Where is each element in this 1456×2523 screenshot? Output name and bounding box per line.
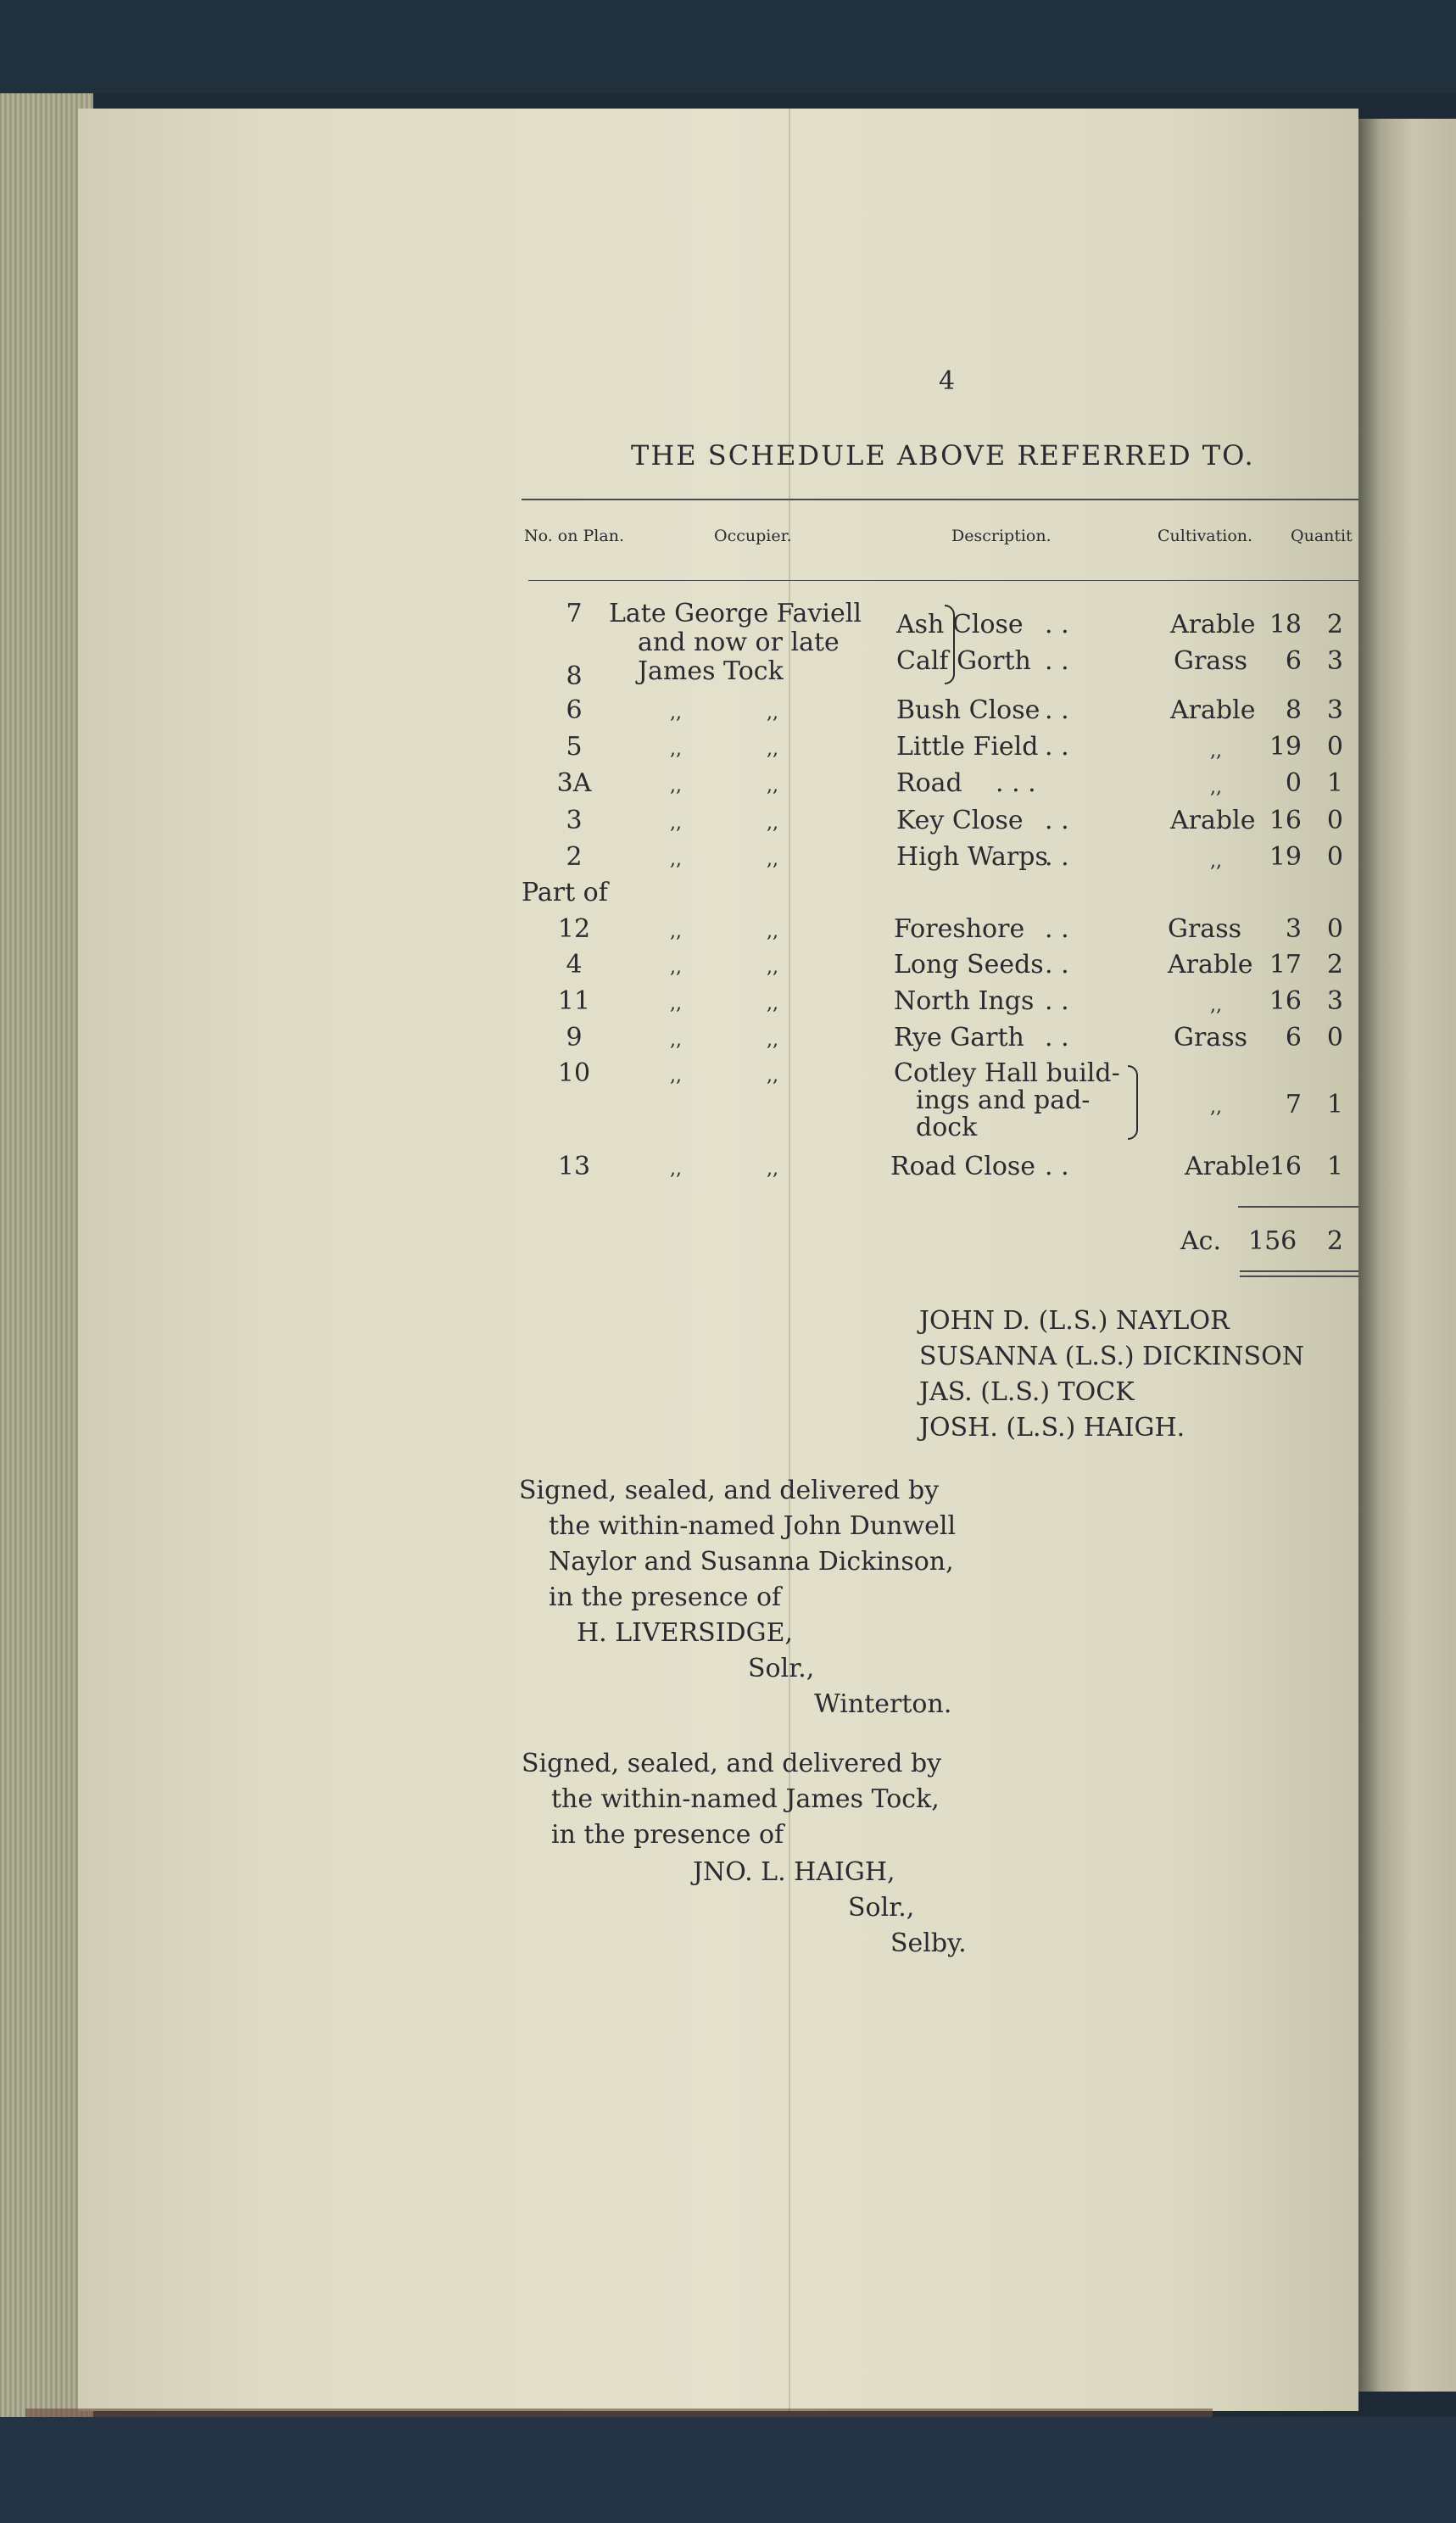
row-10-occupier-ditto: ,, (670, 1065, 682, 1086)
row-8-acres: 6 (1285, 646, 1302, 676)
document-page (78, 109, 1358, 2411)
book-binding-bottom (0, 2417, 1456, 2523)
row-12-roods: 0 (1326, 914, 1343, 944)
signature-tock: JAS. (L.S.) TOCK (919, 1377, 1135, 1407)
row-3-no: 3 (566, 806, 583, 835)
witness1-name: H. LIVERSIDGE, (577, 1618, 794, 1648)
row-4-roods: 2 (1326, 950, 1343, 980)
row-9-occupier-ditto-2: ,, (767, 1030, 778, 1051)
total-roods: 2 (1326, 1226, 1343, 1256)
row-3-roods: 0 (1326, 806, 1343, 835)
witness2-line-1: Signed, sealed, and delivered by (522, 1749, 942, 1778)
row-4-occupier-ditto-2: ,, (767, 957, 778, 978)
row-5-roods: 0 (1326, 732, 1343, 762)
row-10-description-line-2: ings and pad- (916, 1086, 1091, 1115)
row-3-occupier-ditto-2: ,, (767, 812, 778, 834)
row-10-description-line-1: Cotley Hall build- (894, 1058, 1120, 1088)
row-12-acres: 3 (1285, 914, 1302, 944)
row-7-no: 7 (566, 599, 583, 628)
row-9-occupier-ditto: ,, (670, 1030, 682, 1051)
row-7-cultivation: Arable (1170, 610, 1256, 639)
col-header-cultivation: Cultivation. (1158, 527, 1253, 545)
row-3a-cultivation: ,, (1210, 777, 1222, 798)
witness2-name: JNO. L. HAIGH, (693, 1857, 895, 1887)
row-5-no: 5 (566, 732, 583, 762)
row-3-occupier-ditto: ,, (670, 812, 682, 834)
total-bottom-rule-2 (1240, 1275, 1358, 1277)
col-header-occupier: Occupier. (714, 527, 792, 545)
col-header-description: Description. (951, 527, 1052, 545)
row-6-description: Bush Close (896, 695, 1040, 725)
row-6-dots: . . (1045, 695, 1069, 725)
page-number: 4 (939, 366, 956, 396)
witness2-title: Solr., (848, 1893, 915, 1923)
row-2-occupier-ditto-2: ,, (767, 849, 778, 870)
row-11-cultivation: ,, (1210, 995, 1222, 1016)
row-6-occupier-ditto-2: ,, (767, 702, 778, 723)
row-13-occupier-ditto: ,, (670, 1158, 682, 1180)
row-7-roods: 2 (1326, 610, 1343, 639)
row-7-dots: . . (1045, 610, 1069, 639)
witness2-line-2: the within-named James Tock, (551, 1784, 940, 1814)
header-bottom-rule (528, 580, 1358, 581)
row-9-cultivation: Grass (1174, 1023, 1247, 1052)
occupier-line-2: and now or late (638, 628, 840, 657)
row-9-description: Rye Garth (894, 1023, 1024, 1052)
row-12-occupier-ditto-2: ,, (767, 921, 778, 942)
row-4-no: 4 (566, 950, 583, 980)
row-3-description: Key Close (896, 806, 1024, 835)
row-5-acres: 19 (1269, 732, 1302, 762)
row-10-description-line-3: dock (916, 1113, 978, 1142)
row-6-no: 6 (566, 695, 583, 725)
row-11-roods: 3 (1326, 986, 1343, 1016)
row-3a-roods: 1 (1326, 768, 1343, 798)
row-4-occupier-ditto: ,, (670, 957, 682, 978)
row-7-acres: 18 (1269, 610, 1302, 639)
row-3a-occupier-ditto-2: ,, (767, 775, 778, 796)
row-10-occupier-ditto-2: ,, (767, 1065, 778, 1086)
row-13-occupier-ditto-2: ,, (767, 1158, 778, 1180)
row-9-acres: 6 (1285, 1023, 1302, 1052)
occupier-line-1: Late George Faviell (609, 599, 862, 628)
row-8-no: 8 (566, 661, 583, 691)
facing-page-edge (1348, 119, 1456, 2392)
row-9-dots: . . (1045, 1023, 1069, 1052)
row-8-roods: 3 (1326, 646, 1343, 676)
row-4-dots: . . (1045, 950, 1069, 980)
total-label: Ac. (1180, 1226, 1222, 1256)
row-3-dots: . . (1045, 806, 1069, 835)
row-12-description: Foreshore (894, 914, 1025, 944)
row-5-dots: . . (1045, 732, 1069, 762)
col-header-quantity: Quantit (1291, 527, 1353, 545)
total-bottom-rule-1 (1240, 1270, 1358, 1272)
row-2-no: 2 (566, 842, 583, 872)
total-top-rule (1238, 1206, 1358, 1208)
row-2-occupier-ditto: ,, (670, 849, 682, 870)
row-2-description: High Warps (896, 842, 1048, 872)
row-11-acres: 16 (1269, 986, 1302, 1016)
row-2-cultivation: ,, (1210, 851, 1222, 872)
row-10-brace (1128, 1065, 1138, 1140)
row-10-cultivation: ,, (1210, 1097, 1222, 1118)
row-11-dots: . . (1045, 986, 1069, 1016)
row-11-no: 11 (557, 986, 591, 1016)
row-6-roods: 3 (1326, 695, 1343, 725)
signature-haigh: JOSH. (L.S.) HAIGH. (919, 1413, 1185, 1443)
row-6-occupier-ditto: ,, (670, 702, 682, 723)
row-12-cultivation: Grass (1168, 914, 1241, 944)
row-9-roods: 0 (1326, 1023, 1343, 1052)
witness2-line-3: in the presence of (551, 1820, 784, 1850)
row-5-cultivation: ,, (1210, 740, 1222, 762)
row-8-cultivation: Grass (1174, 646, 1247, 676)
row-13-description: Road Close (890, 1152, 1036, 1181)
row-3-cultivation: Arable (1170, 806, 1256, 835)
row-6-cultivation: Arable (1170, 695, 1256, 725)
witness1-line-4: in the presence of (549, 1582, 782, 1612)
row-2-acres: 19 (1269, 842, 1302, 872)
row-13-roods: 1 (1326, 1152, 1343, 1181)
row-13-no: 13 (557, 1152, 591, 1181)
row-10-roods: 1 (1326, 1090, 1343, 1119)
row-4-description: Long Seeds (894, 950, 1044, 980)
row-12-dots: . . (1045, 914, 1069, 944)
row-2-roods: 0 (1326, 842, 1343, 872)
row-6-acres: 8 (1285, 695, 1302, 725)
header-top-rule (522, 499, 1358, 500)
row-4-acres: 17 (1269, 950, 1302, 980)
row-11-description: North Ings (894, 986, 1035, 1016)
witness1-title: Solr., (748, 1654, 815, 1683)
part-of-label: Part of (522, 878, 608, 907)
row-3a-description: Road (896, 768, 962, 798)
row-10-no: 10 (557, 1058, 591, 1088)
row-2-dots: . . (1045, 842, 1069, 872)
row-3a-no: 3A (556, 768, 592, 798)
witness2-place: Selby. (890, 1929, 967, 1958)
row-7-description: Ash Close (896, 610, 1024, 639)
witness1-line-3: Naylor and Susanna Dickinson, (549, 1547, 954, 1577)
signature-naylor: JOHN D. (L.S.) NAYLOR (919, 1306, 1230, 1336)
witness1-line-1: Signed, sealed, and delivered by (519, 1476, 940, 1505)
signature-dickinson: SUSANNA (L.S.) DICKINSON (919, 1342, 1304, 1371)
row-9-no: 9 (566, 1023, 583, 1052)
row-3a-dots: . . . (996, 768, 1036, 798)
row-3a-acres: 0 (1285, 768, 1302, 798)
row-4-cultivation: Arable (1168, 950, 1253, 980)
row-12-occupier-ditto: ,, (670, 921, 682, 942)
row-13-dots: . . (1045, 1152, 1069, 1181)
witness1-place: Winterton. (814, 1689, 952, 1719)
row-5-occupier-ditto-2: ,, (767, 739, 778, 760)
col-header-no: No. on Plan. (524, 527, 624, 545)
witness1-line-2: the within-named John Dunwell (549, 1511, 957, 1541)
schedule-title: THE SCHEDULE ABOVE REFERRED TO. (631, 439, 1255, 472)
row-3-acres: 16 (1269, 806, 1302, 835)
book-binding-top (0, 0, 1456, 93)
row-5-occupier-ditto: ,, (670, 739, 682, 760)
occupier-line-3: James Tock (638, 656, 784, 686)
row-10-acres: 7 (1285, 1090, 1302, 1119)
row-3a-occupier-ditto: ,, (670, 775, 682, 796)
row-11-occupier-ditto-2: ,, (767, 993, 778, 1014)
row-13-acres: 16 (1269, 1152, 1302, 1181)
total-acres: 156 (1248, 1226, 1297, 1256)
row-8-description: Calf Gorth (896, 646, 1031, 676)
row-11-occupier-ditto: ,, (670, 993, 682, 1014)
row-8-dots: . . (1045, 646, 1069, 676)
row-5-description: Little Field (896, 732, 1039, 762)
row-12-no: 12 (557, 914, 591, 944)
row-13-cultivation: Arable (1185, 1152, 1270, 1181)
